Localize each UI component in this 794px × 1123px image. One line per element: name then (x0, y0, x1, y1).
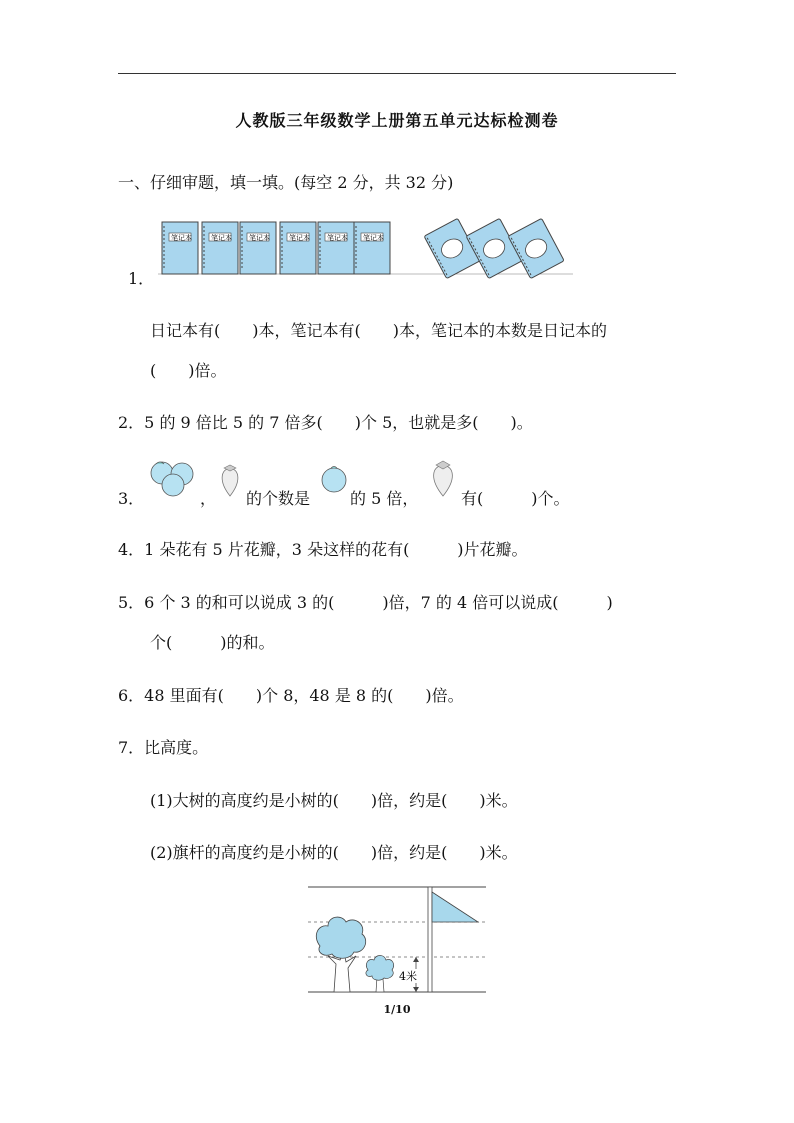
q2-text: 2．5 的 9 倍比 5 的 7 倍多( )个 5，也就是多( )。 (118, 413, 533, 432)
q1-line1: 日记本有( )本，笔记本有( )本，笔记本的本数是日记本的 (150, 321, 607, 340)
q7-sub1: (1)大树的高度约是小树的( )倍，约是( )米。 (150, 791, 518, 810)
q3-number: 3． (118, 489, 145, 508)
page-title: 人教版三年级数学上册第五单元达标检测卷 (235, 111, 559, 130)
notebook-5 (318, 222, 354, 274)
notebook-4 (280, 222, 316, 274)
page-number: 1/10 (383, 1003, 411, 1016)
q1-line2: ( )倍。 (150, 361, 227, 380)
svg-text:笔记本: 笔记本 (211, 234, 232, 242)
small-tree-icon (366, 956, 394, 993)
q6-text: 6．48 里面有( )个 8，48 是 8 的( )倍。 (118, 686, 464, 705)
diary-2 (466, 218, 522, 278)
q3-part1: 的个数是 (246, 489, 311, 508)
svg-text:笔记本: 笔记本 (327, 234, 348, 242)
section-heading: 一、仔细审题，填一填。(每空 2 分，共 32 分) (118, 173, 454, 192)
q3-part3: 有( )个。 (461, 489, 570, 508)
q3-comma: ， (200, 489, 217, 508)
q4-text: 4．1 朵花有 5 片花瓣，3 朵这样的花有( )片花瓣。 (118, 540, 528, 559)
orange-group-icon (148, 460, 198, 498)
flagpole-icon (428, 887, 478, 992)
q7-heading: 7．比高度。 (118, 738, 209, 757)
svg-text:笔记本: 笔记本 (171, 234, 192, 242)
q1-number: 1． (128, 269, 155, 288)
big-tree-icon (316, 917, 365, 992)
notebook-6 (354, 222, 390, 274)
svg-text:笔记本: 笔记本 (289, 234, 310, 242)
q5-line1: 5．6 个 3 的和可以说成 3 的( )倍，7 的 4 倍可以说成( ) (118, 593, 613, 612)
q3-part2: 的 5 倍， (350, 489, 419, 508)
notebook-1 (162, 222, 198, 274)
notebook-2 (202, 222, 238, 274)
svg-text:笔记本: 笔记本 (249, 234, 270, 242)
height-marker (398, 957, 422, 992)
diary-1 (424, 218, 480, 278)
svg-text:笔记本: 笔记本 (363, 234, 384, 242)
height-label: 4米 (399, 970, 417, 983)
strawberry-icon (218, 464, 242, 498)
orange-icon (320, 464, 348, 494)
notebook-3 (240, 222, 276, 274)
top-rule (118, 73, 676, 74)
diary-3 (508, 218, 564, 278)
strawberry-icon-2 (428, 460, 458, 498)
notebooks-illustration (158, 212, 578, 280)
q5-line2: 个( )的和。 (150, 633, 275, 652)
height-comparison-figure (306, 884, 488, 996)
q7-sub2: (2)旗杆的高度约是小树的( )倍，约是( )米。 (150, 843, 518, 862)
